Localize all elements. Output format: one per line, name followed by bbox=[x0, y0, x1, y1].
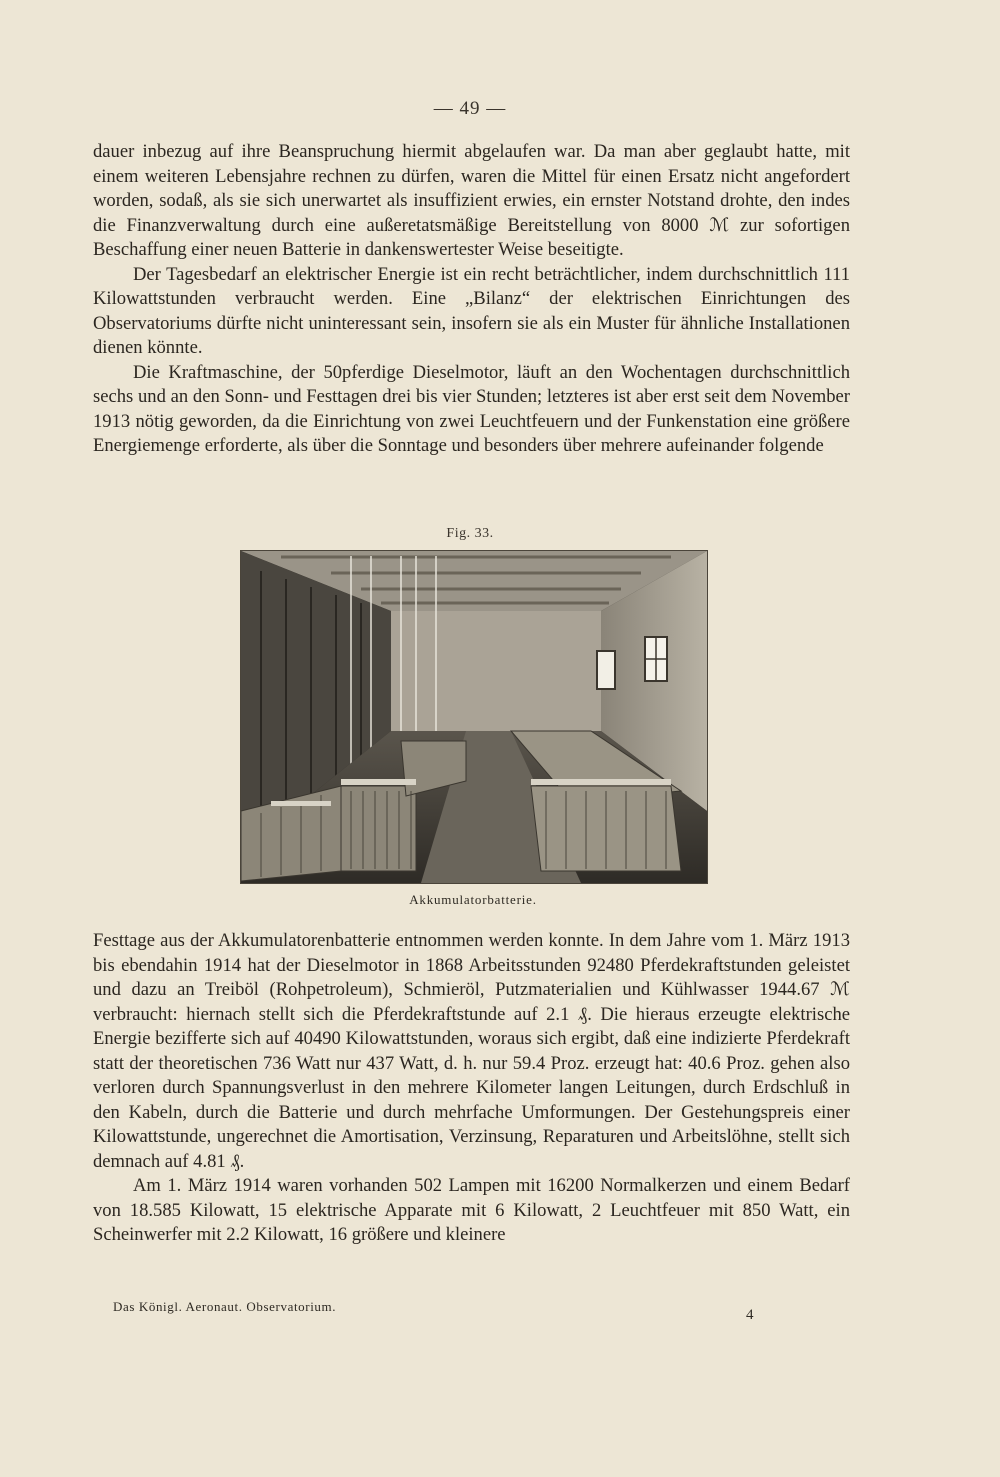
body-text-bottom bbox=[93, 929, 850, 1248]
figure-label: Fig. 33. bbox=[446, 526, 494, 541]
signature-mark: 4 bbox=[746, 1307, 754, 1323]
paragraph: Am 1. März 1914 waren vorhanden 502 Lampen mit 16200 Normalkerzen und einem Bedarf von 18.585 Kilowatt, 15 elektrische Apparate mit 6 Kilowatt, 2 Leuchtfeuer mit 850 Watt, ein Scheinwerfer mit 2.2 Kilowatt, 16 größere und kleinere bbox=[93, 1175, 850, 1245]
footer-source: Das Königl. Aeronaut. Observatorium. bbox=[113, 1299, 337, 1314]
battery-room-photo bbox=[240, 550, 708, 884]
paragraph: Festtage aus der Akkumulatorenbatterie entnommen werden konnte. In dem Jahre vom 1. März 1913 bis ebendahin 1914 hat der Dieselmotor in 1868 Arbeitsstunden 92480 Pferdekraftstunden geleistet und dazu an Treiböl (Rohpetroleum), Schmieröl, Putzmaterialien und Kühlwasser 1944.67 ℳ verbraucht: hiernach stellt sich die Pferdekraftstunde auf 2.1 ₰. Die hieraus erzeugte elektrische Energie bezifferte sich auf 40490 Kilowattstunden, woraus sich ergibt, daß eine indizierte Pferdekraft statt der theoretischen 736 Watt nur 437 Watt, d. h. nur 59.4 Proz. erzeugt hat: 40.6 Proz. gehen also verloren durch Spannungsverlust in den mehrere Kilometer langen Leitungen, durch Erdschluß in den Kabeln, durch die Batterie und durch mehrfache Umformungen. Der Gestehungspreis einer Kilowattstunde, ungerechnet die Amortisation, Verzinsung, Reparaturen und Arbeitslöhne, stellt sich demnach auf 4.81 ₰. bbox=[93, 930, 850, 1172]
paragraph: Die Kraftmaschine, der 50pferdige Dieselmotor, läuft an den Wochentagen durchschnittlich sechs und an den Sonn- und Festtagen drei bis vier Stunden; letzteres ist aber erst seit dem November 1913 nötig geworden, da die Einrichtung von zwei Leuchtfeuern und der Funkenstation eine größere Energiemenge erforderte, als über die Sonntage und besonders über mehrere aufeinander folgende bbox=[93, 361, 850, 456]
figure-caption: Akkumulatorbatterie. bbox=[409, 892, 537, 907]
paragraph: dauer inbezug auf ihre Beanspruchung hiermit abgelaufen war. Da man aber geglaubt hatte, mit einem weiteren Lebensjahre rechnen zu dürfen, waren die Mittel für einen Ersatz nicht angefordert worden, sodaß, als sie sich unerwartet als insuffizient erwies, ein ernster Notstand drohte, den indes die Finanzverwaltung durch eine außeretatsmäßige Bereitstellung von 8000 ℳ zur sofortigen Beschaffung einer neuen Batterie in dankenswertester Weise beseitigte. bbox=[93, 141, 850, 260]
page-number: — 49 — bbox=[433, 98, 507, 119]
body-text-top bbox=[93, 140, 850, 459]
paragraph: Der Tagesbedarf an elektrischer Energie ist ein recht beträchtlicher, indem durchschnittlich 111 Kilowattstunden verbraucht werden. Eine „Bilanz“ der elektrischen Einrichtungen des Observatoriums dürfte nicht uninteressant sein, insofern sie als ein Muster für ähnliche Installationen dienen könnte. bbox=[93, 263, 850, 358]
